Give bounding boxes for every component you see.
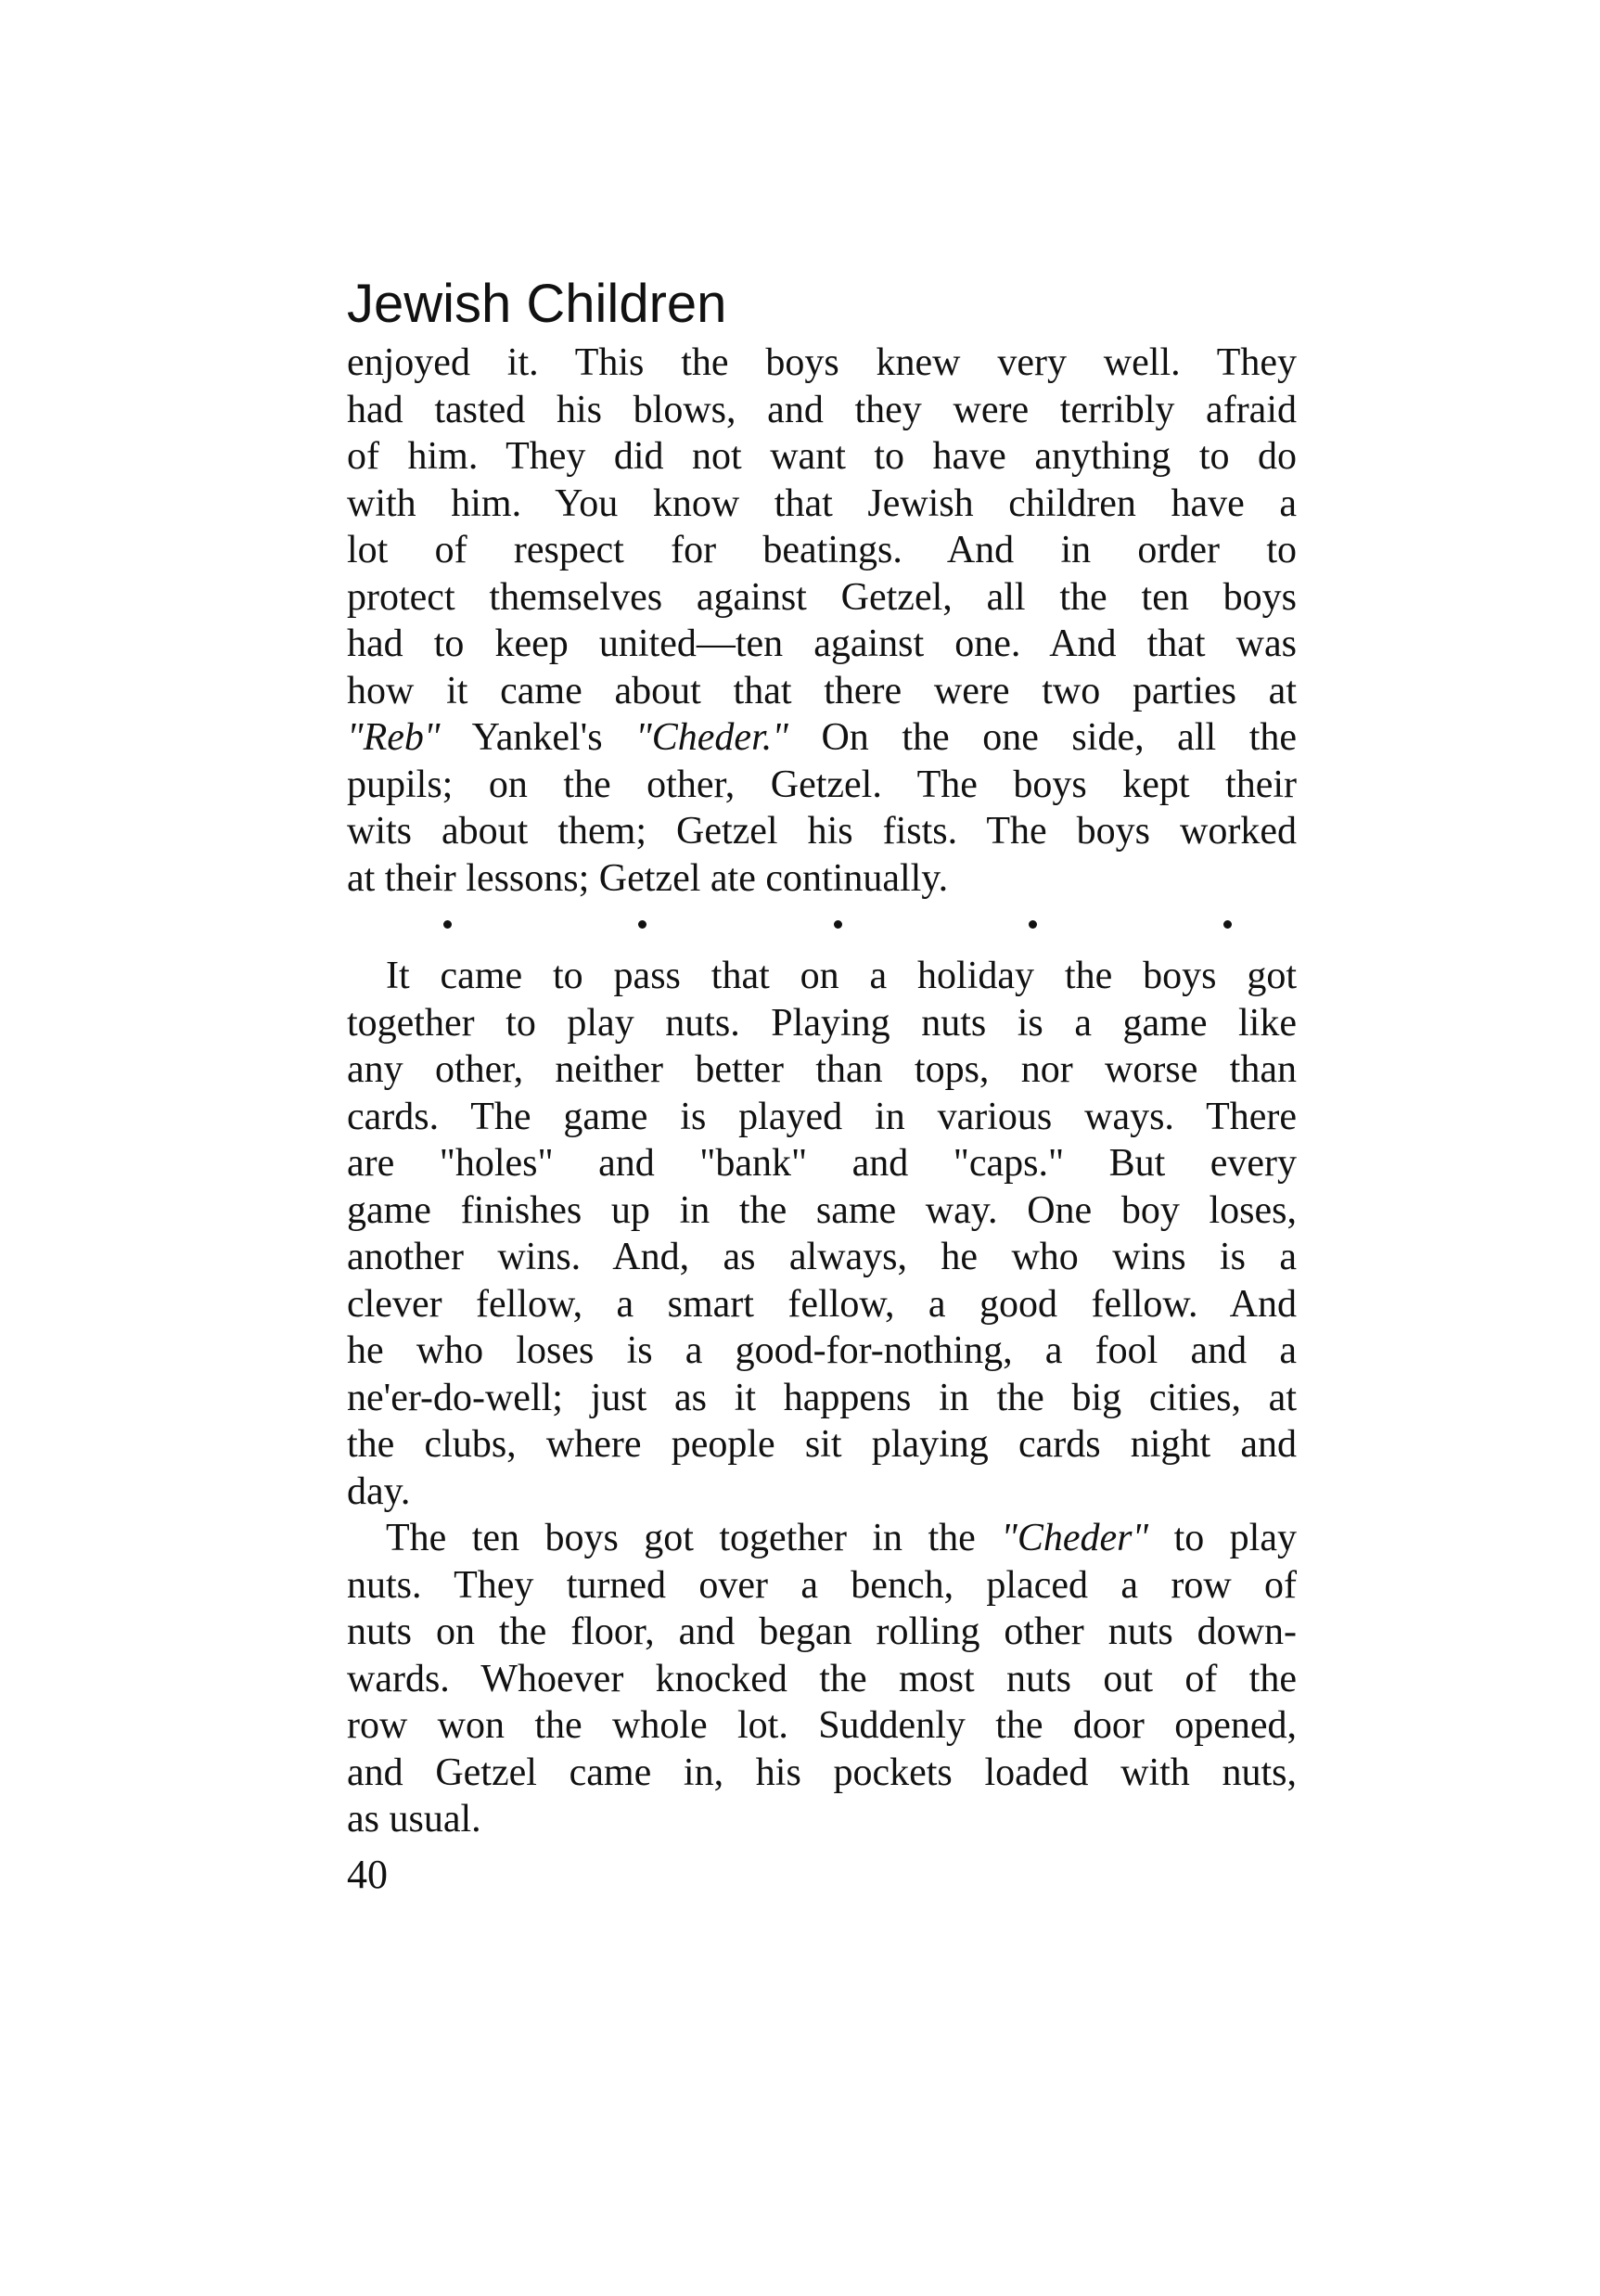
text-line: row won the whole lot. Suddenly the door opened, (347, 1704, 1297, 1747)
text-line: nuts on the floor, and began rolling other nuts down- (347, 1610, 1297, 1653)
paragraph-3 (347, 1515, 1297, 1843)
text-line: game finishes up in the same way. One boy loses, (347, 1188, 1297, 1232)
reb-italic: "Reb" (347, 716, 441, 759)
text-line: enjoyed it. This the boys knew very well. They (347, 341, 1297, 384)
text-line: with him. You know that Jewish children have a (347, 481, 1297, 525)
text-line: ne'er-do-well; just as it happens in the big cities, at (347, 1376, 1297, 1419)
cheder-line-before: The ten boys got together in the (386, 1517, 1002, 1559)
page-number: 40 (347, 1851, 388, 1897)
text-line: and Getzel came in, his pockets loaded with nuts, (347, 1751, 1297, 1794)
text-line: It came to pass that on a holiday the boys got (386, 955, 1297, 997)
yankels-text: Yankel's (440, 716, 636, 759)
dot (1223, 920, 1232, 929)
text-line: had to keep united—ten against one. And that was (347, 622, 1297, 665)
text-line: he who loses is a good-for-nothing, a fool and a (347, 1329, 1297, 1372)
text-line: day. (347, 1469, 411, 1513)
text-line: how it came about that there were two parties at (347, 669, 1297, 712)
dot (1029, 920, 1037, 929)
paragraph-1 (347, 340, 1297, 902)
text-line: of him. They did not want to have anything to do (347, 435, 1297, 478)
text-line: the clubs, where people sit playing cards night and (347, 1423, 1297, 1466)
cheder-italic-2: "Cheder" (1001, 1517, 1149, 1559)
paragraph-2 (347, 953, 1297, 1515)
text-line: wits about them; Getzel his fists. The boys worked (347, 810, 1297, 853)
text-line: clever fellow, a smart fellow, a good fellow. And (347, 1282, 1297, 1326)
text-line: lot of respect for beatings. And in order to (347, 529, 1297, 571)
text-line: another wins. And, as always, he who wins is a (347, 1236, 1297, 1278)
cheder-line-after: to play (1148, 1517, 1297, 1559)
text-line: had tasted his blows, and they were terribly afraid (347, 388, 1297, 431)
book-page (347, 269, 1297, 1903)
text-line: cards. The game is played in various ways. There (347, 1095, 1297, 1138)
text-line: together to play nuts. Playing nuts is a game like (347, 1001, 1297, 1045)
text-line: nuts. They turned over a bench, placed a row of (347, 1563, 1297, 1607)
dot (834, 920, 842, 929)
section-break-dots (443, 920, 1232, 929)
text-line: any other, neither better than tops, nor worse than (347, 1048, 1297, 1091)
dot (638, 920, 646, 929)
dot (443, 920, 452, 929)
text-line: wards. Whoever knocked the most nuts out of the (347, 1657, 1297, 1700)
text-line: as usual. (347, 1798, 481, 1841)
text-line: protect themselves against Getzel, all the ten boys (347, 575, 1297, 619)
text-line: are "holes" and "bank" and "caps." But every (347, 1142, 1297, 1185)
text-line: pupils; on the other, Getzel. The boys kept their (347, 763, 1297, 806)
text-line-cheder (347, 1515, 1297, 1562)
cheder-italic: "Cheder." (635, 716, 788, 759)
text-line: at their lessons; Getzel ate continually. (347, 856, 949, 900)
text-line-reb (347, 714, 1297, 762)
running-head: Jewish Children (347, 274, 727, 334)
reb-line-rest: On the one side, all the (787, 716, 1297, 759)
